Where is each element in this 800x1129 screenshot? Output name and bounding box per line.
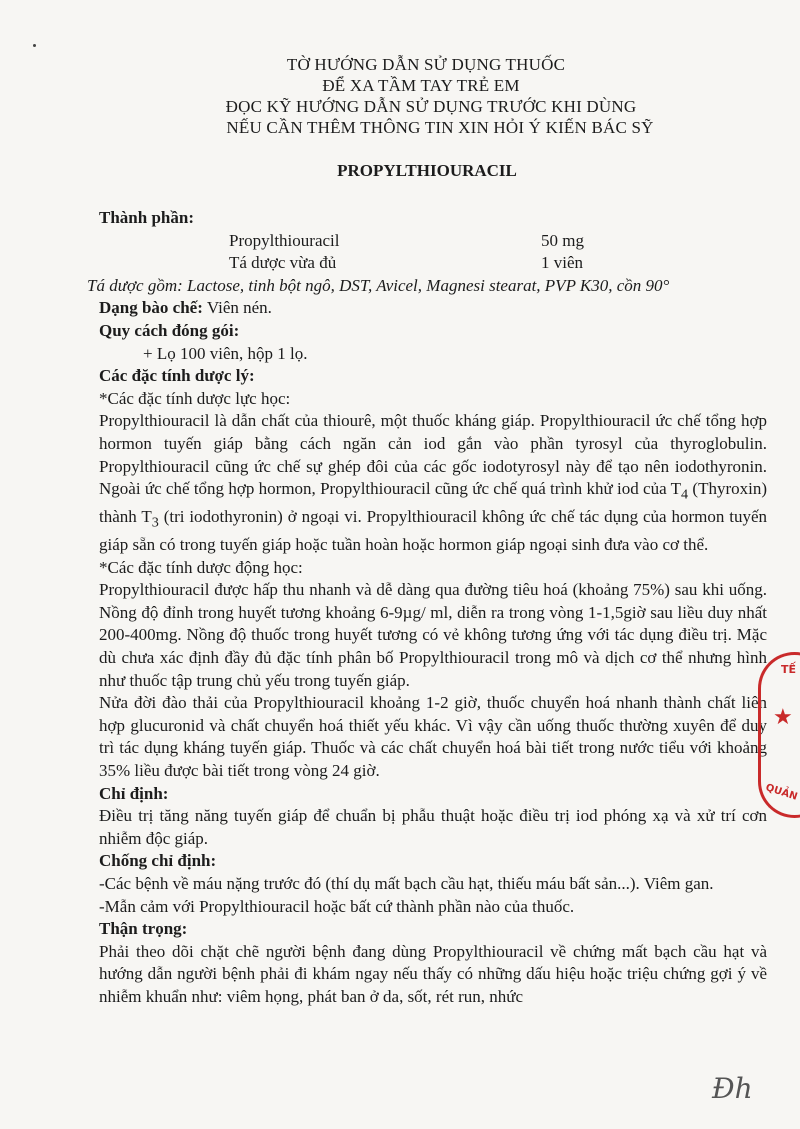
contraindication-item: -Mẫn cảm với Propylthiouracil hoặc bất cứ thành phần nào của thuốc. <box>99 896 575 916</box>
dosage-form-heading: Dạng bào chế: <box>99 298 203 318</box>
leaflet-header <box>0 54 800 138</box>
excipients-line: Tá dược gồm: Lactose, tinh bột ngô, DST, Avicel, Magnesi stearat, PVP K30, cồn 90° <box>87 275 670 295</box>
leaflet-body <box>87 207 767 1009</box>
header-line: ĐỂ XA TẦM TAY TRẺ EM <box>322 76 520 95</box>
dosage-form-value: Viên nén. <box>202 298 272 318</box>
subscript: 4 <box>681 486 689 503</box>
header-line: TỜ HƯỚNG DẪN SỬ DỤNG THUỐC <box>286 55 566 74</box>
pharmacodynamics-text <box>99 410 767 556</box>
pharmacokinetics-text: Propylthiouracil được hấp thu nhanh và dễ dàng qua đường tiêu hoá (khoảng 75%) sau khi uống. Nồng độ đỉnh trong huyết tương khoảng 6-9µg/ ml, diễn ra trong vòng 1-1,5giờ sau liều duy nhất 200-400mg. Nồng độ thuốc trong huyết tương có vẻ không tương ứng với tác dụng điều trị. Mặc dù chưa xác định đầy đủ đặc tính phân bố Propylthiouracil trong mô và dịch cơ thể nhưng hình như thuốc tập trung chủ yếu trong tuyến giáp. <box>99 580 767 690</box>
pd-part: Propylthiouracil là dẫn chất của thiourê, một thuốc kháng giáp. Propylthiouracil ức chế tổng hợp hormon tuyến giáp bằng cách ngăn cản iod gắn vào phần tyrosyl của thyroglobulin. Propylthiouracil cũng ức chế sự ghép đôi của các gốc iodotyrosyl này để tạo nên iodothyronin. Ngoài ức chế tổng hợp hormon, Propylthiouracil cũng ức chế quá trình khử iod của T <box>99 411 767 499</box>
composition-row <box>99 230 767 253</box>
indications-text: Điều trị tăng năng tuyến giáp để chuẩn bị phẫu thuật hoặc điều trị iod phóng xạ và xử trí cơn nhiễm độc giáp. <box>99 806 767 848</box>
precautions-heading: Thận trọng: <box>99 919 188 939</box>
packaging-heading: Quy cách đóng gói: <box>99 320 240 340</box>
header-line: ĐỌC KỸ HƯỚNG DẪN SỬ DỤNG TRƯỚC KHI DÙNG <box>225 97 637 116</box>
drug-title: PROPYLTHIOURACIL <box>337 161 517 180</box>
precautions-text: Phải theo dõi chặt chẽ người bệnh đang dùng Propylthiouracil về chứng mất bạch cầu hạt và hướng dẫn người bệnh phải đi khám ngay nếu thấy có những dấu hiệu hoặc triệu chứng gợi ý về nhiễm khuẩn như: viêm họng, phát ban ở da, sốt, rét run, nhức <box>99 941 767 1006</box>
composition-row <box>99 252 767 275</box>
pharmacokinetics-heading: *Các đặc tính dược động học: <box>99 557 303 577</box>
contraindications-heading: Chống chỉ định: <box>99 851 217 871</box>
dosage-form-line <box>99 297 767 320</box>
ingredient-qty: 50 mg <box>541 230 584 250</box>
subscript: 3 <box>151 514 159 531</box>
packaging-value: + Lọ 100 viên, hộp 1 lọ. <box>143 343 308 363</box>
stamp-text: TẾ <box>781 663 797 676</box>
stamp-star-icon: ★ <box>773 705 793 730</box>
handwritten-initials: Đh <box>712 1072 753 1105</box>
composition-heading: Thành phần: <box>99 208 194 227</box>
stamp-text: QUẢN <box>764 782 799 803</box>
header-line: NẾU CẦN THÊM THÔNG TIN XIN HỎI Ý KIẾN BÁC SỸ <box>226 118 654 137</box>
pd-part: (Thyroxin) thành T <box>99 479 767 527</box>
pharmacokinetics-text: Nửa đời đào thải của Propylthiouracil khoảng 1-2 giờ, thuốc chuyển hoá nhanh thành chất liên hợp glucuronid và chất chuyển hoá thiết yếu khác. Vì vậy cần uống thuốc thường xuyên để duy trì tác dụng kháng tuyến giáp. Thuốc và các chất chuyển hoá bài tiết trong nước tiểu với khoảng 35% liều được bài tiết trong vòng 24 giờ. <box>99 693 767 781</box>
scan-speck <box>33 44 36 47</box>
pd-part: (tri iodothyronin) ở ngoại vi. Propylthiouracil không ức chế tác dụng của hormon tuyến giáp sẵn có trong tuyến giáp hoặc tuần hoàn hoặc hormon giáp ngoại sinh đưa vào cơ thể. <box>99 507 767 555</box>
properties-heading: Các đặc tính dược lý: <box>99 366 255 386</box>
ingredient-qty: 1 viên <box>541 253 584 273</box>
ingredient-name: Propylthiouracil <box>229 230 340 250</box>
ingredient-name: Tá dược vừa đủ <box>229 253 337 273</box>
pharmacodynamics-heading: *Các đặc tính dược lực học: <box>99 388 291 408</box>
red-stamp <box>758 652 800 818</box>
contraindication-item: -Các bệnh về máu nặng trước đó (thí dụ mất bạch cầu hạt, thiếu máu bất sản...). Viêm gan. <box>99 874 714 893</box>
indications-heading: Chỉ định: <box>99 783 169 803</box>
